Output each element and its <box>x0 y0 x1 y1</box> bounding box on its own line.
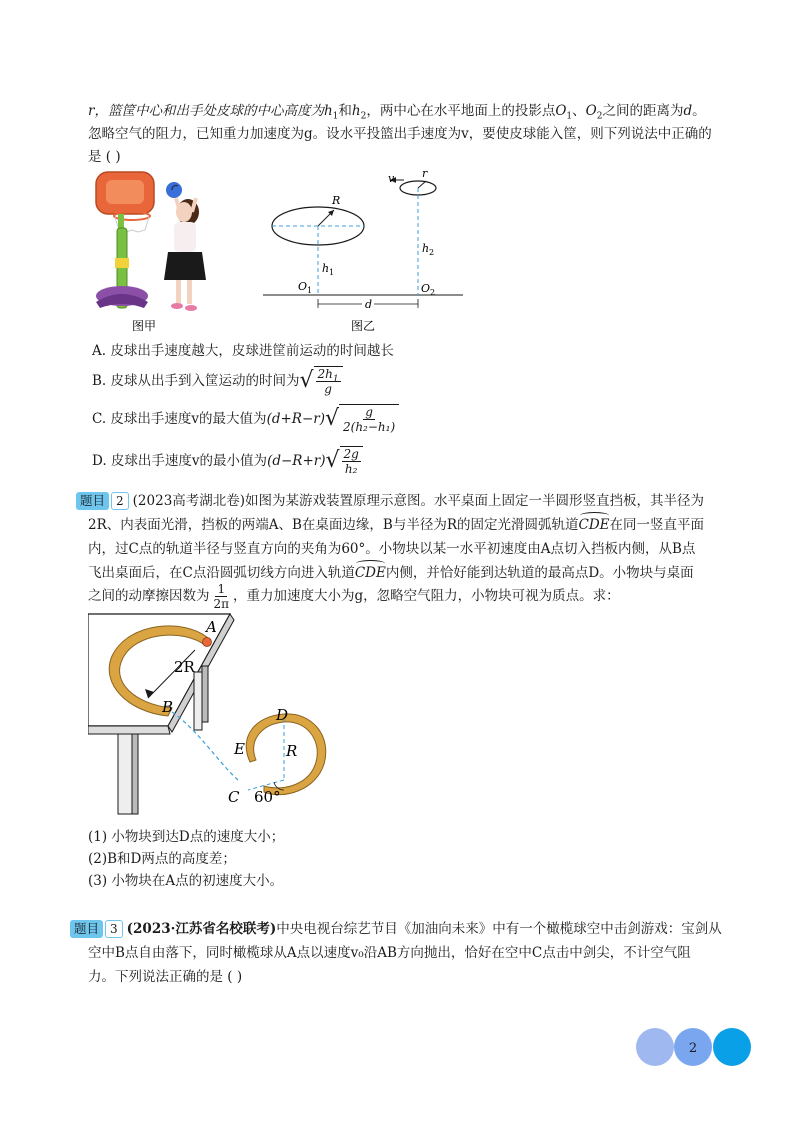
option-d-expr: (d−R+r) <box>267 452 326 469</box>
label-C: C <box>228 788 240 806</box>
d-den: h₂ <box>344 462 358 476</box>
q2-sub-1: (1) 小物块到达D点的速度大小； <box>88 829 285 845</box>
arc-cde: CDE <box>579 514 610 537</box>
label-v: v <box>388 172 395 185</box>
label-angle: 60° <box>254 788 281 806</box>
intro-text: r，篮筐中心和出手处皮球的中心高度为 <box>88 103 324 119</box>
label-R: R <box>332 194 341 207</box>
d-num: 2g <box>343 447 359 461</box>
c-num: g <box>365 405 373 419</box>
q2-text: 飞出桌面后，在C点沿圆弧切线方向进入轨道 <box>88 565 355 581</box>
q3-line-3: 力。下列说法正确的是 ( ) <box>88 969 243 985</box>
option-c <box>92 404 399 434</box>
label-E: E <box>234 740 245 758</box>
label-O1-sub: 1 <box>307 286 313 295</box>
option-c-expr: (d+R−r) <box>266 410 325 427</box>
q2-text: 在同一竖直平面 <box>609 517 705 533</box>
label-r: r <box>422 168 428 180</box>
q3-line-1 <box>70 918 730 941</box>
q2-line-5 <box>88 582 738 611</box>
page-number-badge <box>636 1028 752 1066</box>
schematic-diagram <box>263 168 463 311</box>
label-A: A <box>206 618 217 636</box>
intro-text: 。 <box>692 103 706 119</box>
o1-symbol: O <box>555 103 567 119</box>
q2-text: ，重力加速度大小为g，忽略空气阻力，小物块可视为质点。求： <box>233 588 620 604</box>
option-b-text: B. 皮球从出手到入筐运动的时间为 <box>92 372 300 389</box>
intro-line-2: 忽略空气的阻力，已知重力加速度为g。设水平投篮出手速度为v，要使皮球能入筐，则下列说法中正确的 <box>88 126 712 142</box>
arc-cde: CDE <box>355 562 386 585</box>
option-c-text: C. 皮球出手速度v的最大值为 <box>92 410 267 427</box>
q3-label-badge: 题目 <box>70 920 103 938</box>
mu-den: 2π <box>213 597 230 611</box>
q2-text: 2R、内表面光滑，挡板的两端A、B在桌面边缘，B与半径为R的固定光滑圆弧轨道 <box>88 517 579 533</box>
mu-num: 1 <box>217 582 226 596</box>
q2-sub-2: (2)B和D两点的高度差； <box>88 851 236 867</box>
q2-line-1 <box>76 490 726 513</box>
ball-at-A <box>203 638 212 647</box>
label-d: d <box>365 298 373 311</box>
h1-symbol: h <box>323 103 333 119</box>
sqrt-c: √ $\frac{g}{\text{2(h₂−h₁)}}$ <box>325 404 399 434</box>
intro-text: ，两中心在水平地面上的投影点 <box>366 103 556 119</box>
label-O2: O <box>421 282 431 295</box>
label-B: B <box>162 698 174 716</box>
q3-line-2: 空中B点自由落下，同时橄榄球从A点以速度v₀沿AB方向抛出，恰好在空中C点击中剑尖，不计空气阻 <box>88 945 691 961</box>
basketball-stand-illustration <box>96 172 154 308</box>
q3-text: 中央电视台综艺节目《加油向未来》中有一个橄榄球空中击剑游戏：宝剑从 <box>276 921 722 937</box>
label-O2-sub: 2 <box>430 288 436 297</box>
caption-fig-a: 图甲 <box>132 319 157 333</box>
h2-symbol: h <box>351 103 361 119</box>
q2-text: 如图为某游戏装置原理示意图。水平桌面上固定一半圆形竖直挡板，其半径为 <box>245 493 705 509</box>
label-2R: 2R <box>174 658 195 676</box>
intro-text: 和 <box>338 103 352 119</box>
b-num: 2h <box>317 367 333 381</box>
intro-line-3: 是 ( ) <box>88 149 121 165</box>
label-h2: h <box>422 242 430 255</box>
intro-text: 之间的距离为 <box>602 103 684 119</box>
q2-line-2 <box>88 514 738 537</box>
option-b <box>92 366 343 396</box>
child-illustration <box>164 182 206 311</box>
o2-symbol: O <box>585 103 597 119</box>
label-O1: O <box>298 280 308 293</box>
q2-sub-3: (3) 小物块在A点的初速度大小。 <box>88 873 284 889</box>
q2-label-badge: 题目 <box>76 492 109 510</box>
option-d-text: D. 皮球出手速度v的最小值为 <box>92 452 268 469</box>
figure-1 <box>88 168 478 338</box>
page-number: 2 <box>688 1041 698 1056</box>
q3-number-badge: 3 <box>105 920 123 938</box>
c-den: 2(h₂−h₁) <box>343 420 396 434</box>
option-a: A. 皮球出手速度越大，皮球进筐前运动的时间越长 <box>92 343 394 359</box>
q3-source: (2023·江苏省名校联考) <box>126 921 277 937</box>
q2-text: 内侧，并恰好能到达轨道的最高点D。小物块与桌面 <box>385 565 694 581</box>
label-D: D <box>276 706 289 724</box>
intro-line-1: r，篮筐中心和出手处皮球的中心高度为$h_1$和$h_2$，两中心在水平地面上的投影点$O_1$、$O_2$之间的距离为d。 <box>88 103 706 122</box>
q2-number-badge: 2 <box>111 492 129 510</box>
b-den: g <box>324 382 332 396</box>
label-R2: R <box>286 742 298 760</box>
intro-text: 、 <box>572 103 586 119</box>
label-h2-sub: 2 <box>429 248 435 257</box>
caption-fig-b: 图乙 <box>351 319 376 333</box>
q2-text: 之间的动摩擦因数为 <box>88 588 210 604</box>
option-d <box>92 446 363 476</box>
label-h1: h <box>322 262 330 275</box>
d-symbol: d <box>683 103 693 119</box>
q2-source: (2023高考湖北卷) <box>132 493 246 509</box>
label-h1-sub: 1 <box>329 268 335 277</box>
sqrt-d: √ $\frac{2g}{\text{h₂}}$ <box>325 446 362 476</box>
q2-line-3: 内，过C点的轨道半径与竖直方向的夹角为60°。小物块以某一水平初速度由A点切入挡板内侧，从B点 <box>88 541 696 557</box>
sqrt-b: √ $\frac{2h_1}{g}$ <box>300 366 343 396</box>
figure-2 <box>88 612 338 822</box>
